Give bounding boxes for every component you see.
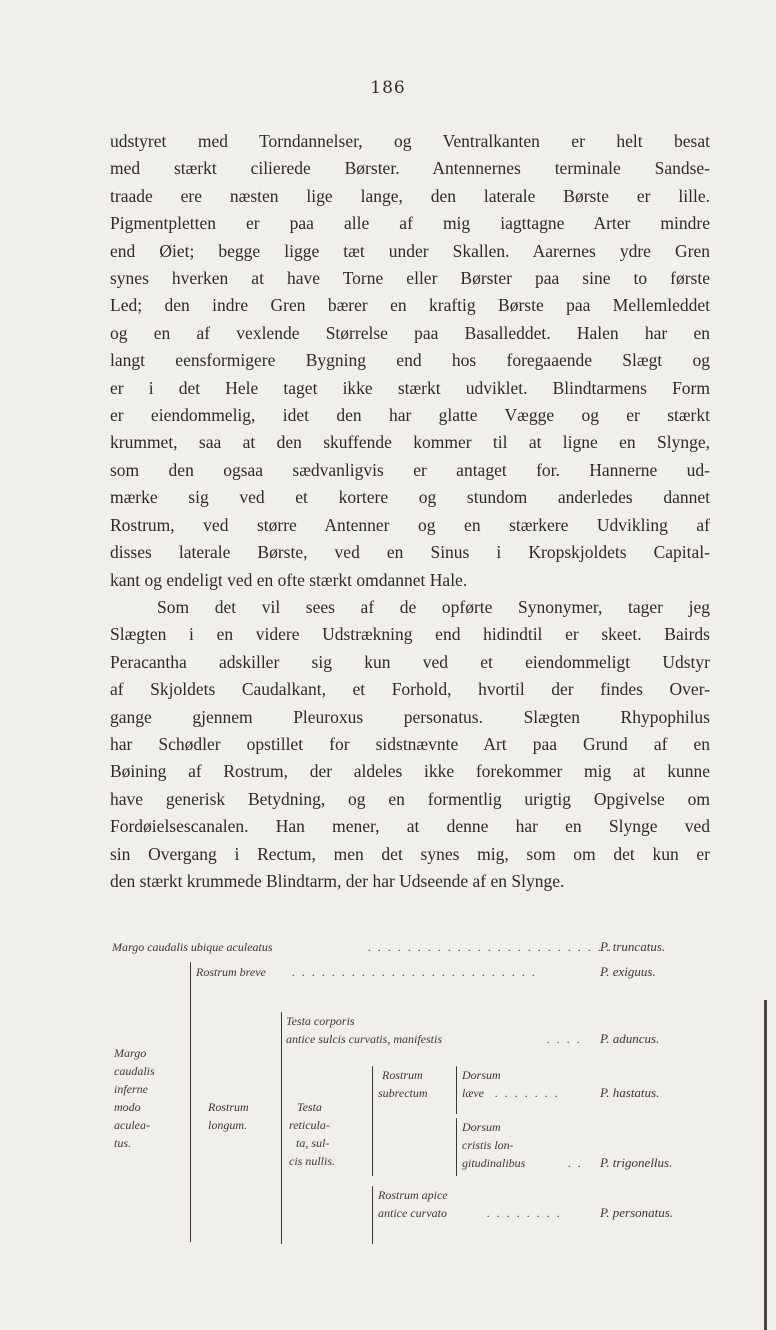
key-rostrum-apice: antice curvato (378, 1206, 447, 1220)
text-line: Peracantha adskiller sig kun ved et eiendommeligt Udstyr (110, 651, 710, 672)
key-rostrum-longum: Rostrum (208, 1100, 249, 1114)
text-line: udstyret med Torndannelser, og Ventralkanten er helt besat (110, 131, 710, 151)
key-margo-label: modo (114, 1100, 141, 1114)
key-rostrum-apice: Rostrum apice (378, 1188, 448, 1202)
key-testa-corporis: Testa corporis (286, 1014, 355, 1028)
key-testa-reticulata: ta, sul- (296, 1136, 330, 1150)
text-line: af Skjoldets Caudalkant, et Forhold, hvortil der findes Over- (110, 679, 710, 700)
page-edge-mark (764, 1000, 767, 1330)
text-line: Som det vil sees af de opførte Synonymer, tager jeg (157, 596, 710, 617)
key-margo-label: Margo (114, 1046, 147, 1060)
key-result-hastatus: P. hastatus. (600, 1085, 660, 1100)
text-line: og en af vexlende Størrelse paa Basalleddet. Halen har en (110, 322, 710, 343)
text-line: gange gjennem Pleuroxus personatus. Slægten Rhypophilus (110, 706, 710, 727)
key-rostrum-longum: longum. (208, 1118, 247, 1132)
text-line: langt eensformigere Bygning end hos foregaaende Slægt og (110, 350, 710, 371)
key-testa-reticulata: cis nullis. (289, 1154, 336, 1168)
key-brace (190, 962, 191, 1242)
text-line: disses laterale Børste, ved en Sinus i Kropskjoldets Capital- (110, 542, 710, 563)
key-dorsum-laeve: læve (462, 1086, 484, 1100)
key-dorsum-cristis: gitudinalibus (462, 1156, 526, 1170)
key-margo-label: inferne (114, 1082, 148, 1096)
key-leader-dots: . . . . . . . . . . . . . . . . . . . . . . . . . (368, 940, 613, 954)
text-line: Pigmentpletten er paa alle af mig iagttagne Arter mindre (110, 213, 710, 234)
text-line: mærke sig ved et kortere og stundom anderledes dannet (110, 487, 710, 508)
key-rostrum-subrectum: Rostrum (382, 1068, 423, 1082)
key-brace (456, 1066, 457, 1114)
key-margo-label: tus. (114, 1136, 132, 1150)
text-line: synes hverken at have Torne eller Børster paa sine to første (110, 268, 710, 289)
text-line: kant og endeligt ved en ofte stærkt omdannet Hale. (110, 569, 468, 590)
key-dorsum-laeve: Dorsum (462, 1068, 501, 1082)
key-margo-label: aculea- (114, 1118, 150, 1132)
text-line: Fordøielsescanalen. Han mener, at denne har en Slynge ved (110, 816, 710, 837)
text-line: den stærkt krummede Blindtarm, der har Udseende af en Slynge. (110, 870, 565, 891)
key-rostrum-breve: Rostrum breve (196, 965, 266, 979)
key-result-truncatus: P. truncatus. (600, 939, 666, 954)
page-number: 186 (370, 78, 406, 98)
key-testa-corporis: antice sulcis curvatis, manifestis (286, 1032, 442, 1046)
key-result-exiguus: P. exiguus. (600, 964, 656, 979)
key-result-aduncus: P. aduncus. (600, 1031, 660, 1046)
text-line: Bøining af Rostrum, der aldeles ikke forekommer mig at kunne (110, 761, 710, 782)
text-line: med stærkt cilierede Børster. Antennernes terminale Sandse- (110, 158, 710, 179)
key-dorsum-cristis: Dorsum (462, 1120, 501, 1134)
text-line: Rostrum, ved større Antenner og en stærkere Udvikling af (110, 514, 710, 535)
key-leader-dots: . . . . . . . (495, 1086, 560, 1100)
text-line: som den ogsaa sædvanligvis er antaget for. Hannerne ud- (110, 459, 710, 480)
key-leader-dots: . . . . . . . . (487, 1206, 562, 1220)
key-leader-dots: . . . . (547, 1032, 582, 1046)
key-rostrum-subrectum: subrectum (378, 1086, 428, 1100)
key-margo-ubique: Margo caudalis ubique aculeatus (112, 940, 273, 954)
text-line: sin Overgang i Rectum, men det synes mig, som om det kun er (110, 843, 710, 864)
text-line: er i det Hele taget ikke stærkt udviklet. Blindtarmens Form (110, 377, 710, 398)
key-brace (281, 1012, 282, 1244)
key-brace (372, 1066, 373, 1176)
key-brace (372, 1186, 373, 1244)
key-dorsum-cristis: cristis lon- (462, 1138, 514, 1152)
key-leader-dots: . . . . . . . . . . . . . . . . . . . . . . . . . (292, 965, 537, 979)
text-line: Led; den indre Gren bærer en kraftig Børste paa Mellemleddet (110, 295, 710, 316)
key-margo-label: caudalis (114, 1064, 155, 1078)
key-brace (456, 1118, 457, 1176)
key-leader-dots: . . (568, 1156, 583, 1170)
key-testa-reticulata: Testa (297, 1100, 322, 1114)
text-line: krummet, saa at den skuffende kommer til at ligne en Slynge, (110, 432, 710, 453)
text-line: Slægten i en videre Udstrækning end hidindtil er skeet. Bairds (110, 624, 710, 645)
text-line: have generisk Betydning, og en formentlig urigtig Opgivelse om (110, 788, 710, 809)
text-line: traade ere næsten lige lange, den laterale Børste er lille. (110, 185, 710, 206)
text-line: end Øiet; begge ligge tæt under Skallen. Aarernes ydre Gren (110, 240, 710, 261)
key-result-personatus: P. personatus. (600, 1205, 674, 1220)
key-result-trigonellus: P. trigonellus. (600, 1155, 673, 1170)
text-line: har Schødler opstillet for sidstnævnte Art paa Grund af en (110, 733, 710, 754)
key-testa-reticulata: reticula- (289, 1118, 330, 1132)
text-line: er eiendommelig, idet den har glatte Vægge og er stærkt (110, 405, 710, 426)
